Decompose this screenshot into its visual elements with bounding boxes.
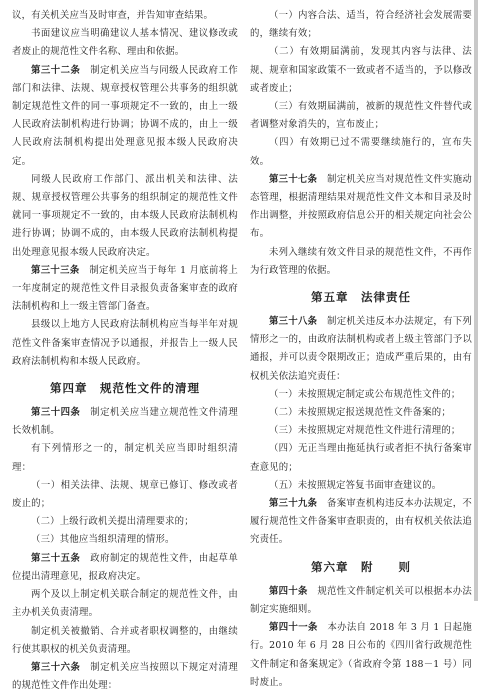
list-item: （一）相关法律、法规、规章已修订、修改或者废止的； — [12, 479, 238, 510]
article-number: 第四十一条 — [269, 622, 318, 634]
article-number: 第三十四条 — [31, 407, 81, 419]
list-item: （五）未按照规定答复书面审查建议的。 — [269, 479, 442, 491]
article-number: 第四十条 — [269, 585, 308, 597]
article-number: 第三十九条 — [269, 498, 318, 510]
list-item: （一）未按照规定制定或公布规范性文件的； — [269, 388, 461, 400]
article-text: 制定机关应当于每年 1 月底前将上一年度制定的规范性文件目录报负责备案审查的政府法制机构和上一级主管部门备查。 — [12, 264, 238, 313]
list-item: （三）其他应当组织清理的情形。 — [31, 534, 175, 546]
list-item: （三）未按照规定对规范性文件进行清理的； — [269, 425, 461, 437]
paragraph: 书面建议应当明确建议人基本情况、建议修改或者废止的规范性文件名称、理由和依据。 — [12, 28, 238, 58]
chapter-heading-5: 第五章 法律责任 — [311, 290, 411, 305]
article-text: 政府制定的规范性文件，由起草单位提出清理意见，报政府决定。 — [12, 552, 238, 582]
article-text: 制定机关应当对规范性文件实施动态管理，根据清理结果对规范性文件文本和目录及时作出调整，并按照政府信息公开的相关规定向社会公布。 — [250, 173, 472, 240]
paragraph: 两个及以上制定机关联合制定的规范性文件，由主办机关负责清理。 — [12, 589, 238, 619]
list-item: （三）有效期届满前，被新的规范性文件替代或者调整对象消失的，宣布废止； — [250, 101, 472, 131]
list-item: （二）有效期届满前，发现其内容与法律、法规、规章和国家政策不一致或者不适当的，予以修改或者废止； — [250, 46, 472, 94]
article-number: 第三十五条 — [31, 552, 81, 564]
article-number: 第三十七条 — [269, 173, 318, 185]
article-text: 本办法自 2018 年 3 月 1 日起施行。2010 年 6 月 28 日公布的《四川省行政规范性文件制定和备案规定》（省政府令第 188－1 号）同时废止。 — [250, 622, 472, 688]
paragraph: 议，有关机关应当及时审查，并告知审查结果。 — [12, 10, 214, 21]
article-41 — [250, 619, 472, 692]
paragraph: 县级以上地方人民政府法制机构应当每半年对规范性文件备案审查情况予以通报，并报告上一级人民政府法制机构和本级人民政府。 — [12, 319, 238, 367]
paragraph: 制定机关被撤销、合并或者职权调整的，由继续行使其职权的机关负责清理。 — [12, 625, 238, 655]
article-text: 制定机关应当建立规范性文件清理长效机制。 — [12, 407, 238, 437]
list-item: （一）内容合法、适当，符合经济社会发展需要的，继续有效； — [250, 10, 472, 40]
article-39 — [250, 495, 472, 550]
article-34 — [12, 404, 238, 440]
paragraph: 有下列情形之一的，制定机关应当即时组织清理： — [12, 443, 238, 473]
article-32 — [12, 62, 238, 171]
article-text: 制定机关应当与同级人民政府工作部门和法律、法规、规章授权管理公共事务的组织就制定规范性文件的同一事项规定不一致的，由上一级人民政府法制机构进行协调；协调不成的，由上一级人民政府法制机构提出处理意见报本级人民政府决定。 — [12, 64, 238, 167]
article-text: 制定机关违反本办法规定，有下列情形之一的，由政府法制机构或者上级主管部门予以通报，并可以责令限期改正；造成严重后果的，由有权机关依法追究责任： — [250, 316, 472, 382]
chapter-heading-6: 第六章 附 则 — [311, 559, 411, 574]
paragraph: 同级人民政府工作部门、派出机关和法律、法规、规章授权管理公共事务的组织制定的规范性文件就同一事项规定不一致的，由本级人民政府法制机构进行协调；协调不成的，由本级人民政府法制机构提出处理意见报本级人民政府决定。 — [12, 173, 238, 258]
article-text: 制定机关应当按照以下规定对清理的规范性文件作出处理： — [12, 661, 238, 692]
article-number: 第三十八条 — [269, 316, 318, 328]
chapter-heading-4: 第四章 规范性文件的清理 — [50, 381, 200, 396]
article-38 — [250, 313, 472, 386]
article-37 — [250, 171, 472, 244]
right-column — [250, 7, 472, 692]
left-column — [12, 7, 238, 695]
article-text: 备案审查机构违反本办法规定，不履行规范性文件备案审查职责的，由有权机关依法追究责任。 — [250, 498, 472, 546]
article-number: 第三十六条 — [31, 661, 81, 673]
list-item: （二）上级行政机关提出清理要求的； — [31, 516, 194, 528]
article-35 — [12, 550, 238, 586]
list-item: （二）未按照规定报送规范性文件备案的； — [269, 407, 451, 419]
article-number: 第三十三条 — [31, 264, 80, 276]
article-number: 第三十二条 — [31, 64, 81, 76]
list-item: （四）有效期已过不需要继续施行的，宣布失效。 — [250, 137, 472, 167]
article-text: 规范性文件制定机关可以根据本办法制定实施细则。 — [250, 585, 472, 615]
article-36 — [12, 659, 238, 695]
article-33 — [12, 262, 238, 317]
scrollbar[interactable] — [474, 0, 478, 601]
list-item: （四）无正当理由拖延执行或者拒不执行备案审查意见的； — [250, 443, 472, 473]
paragraph: 未列入继续有效文件目录的规范性文件，不再作为行政管理的依据。 — [250, 246, 472, 276]
